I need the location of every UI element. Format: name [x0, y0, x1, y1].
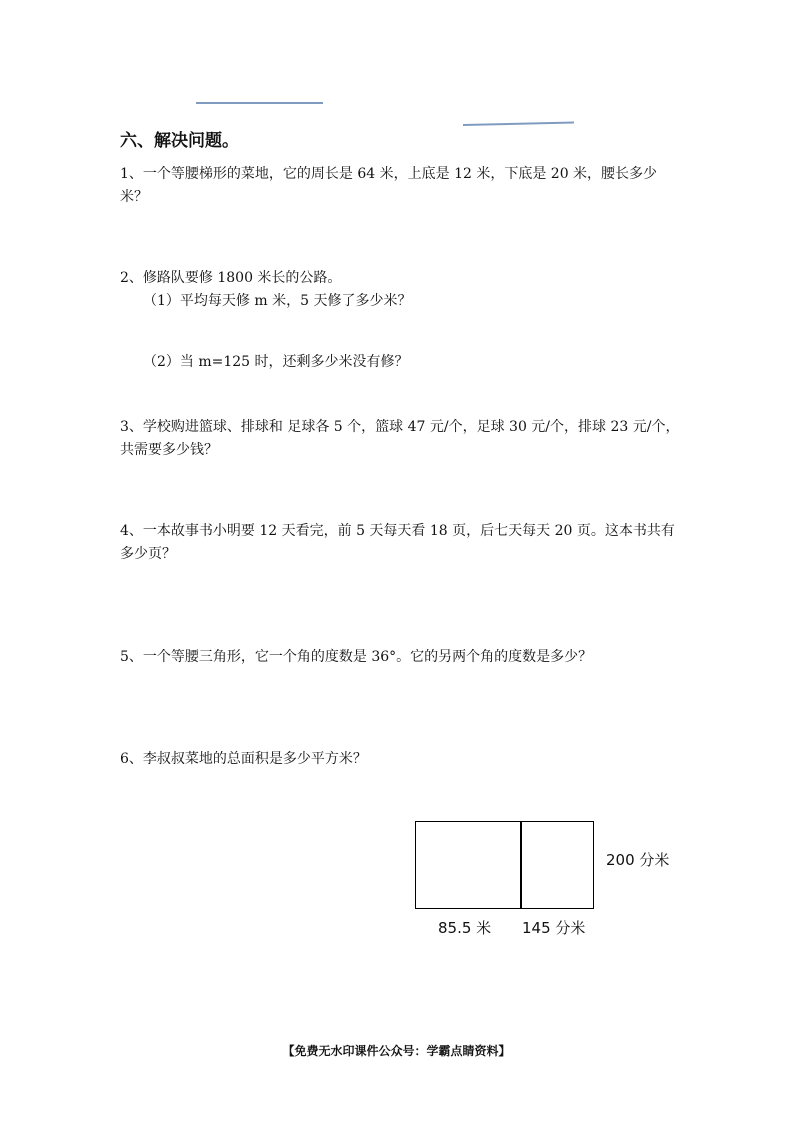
footer-text: 【免费无水印课件公众号：学霸点睛资料】: [282, 1044, 511, 1058]
figure-left-rectangle: [415, 821, 522, 909]
question-2-part-1: （1）平均每天修 m 米，5 天修了多少米？: [143, 293, 412, 309]
question-5: 5、一个等腰三角形，它一个角的度数是 36°。它的另两个角的度数是多少？: [120, 649, 593, 665]
question-6: 6、李叔叔菜地的总面积是多少平方米？: [120, 751, 367, 767]
section-title: 六、解决问题。: [120, 131, 239, 151]
figure-left-width-label: 85.5 米: [438, 919, 492, 937]
question-3: 3、学校购进篮球、排球和 足球各 5 个，篮球 47 元/个，足球 30 元/个，排球 23 元/个，共需要多少钱？: [120, 419, 680, 458]
decor-line-right: [463, 121, 574, 126]
question-4: 4、一本故事书小明要 12 天看完，前 5 天每天看 18 页，后七天每天 20 页。这本书共有多少页？: [120, 523, 675, 562]
question-1: 1、一个等腰梯形的菜地，它的周长是 64 米，上底是 12 米，下底是 20 米，腰长多少米？: [120, 166, 658, 205]
question-2-part-2: （2）当 m=125 时，还剩多少米没有修？: [143, 354, 409, 370]
decor-line-left: [196, 102, 323, 104]
figure-right-rectangle: [520, 821, 594, 909]
question-2: 2、修路队要修 1800 米长的公路。: [120, 270, 342, 286]
figure-height-label: 200 分米: [606, 851, 670, 869]
figure-right-width-label: 145 分米: [522, 919, 586, 937]
